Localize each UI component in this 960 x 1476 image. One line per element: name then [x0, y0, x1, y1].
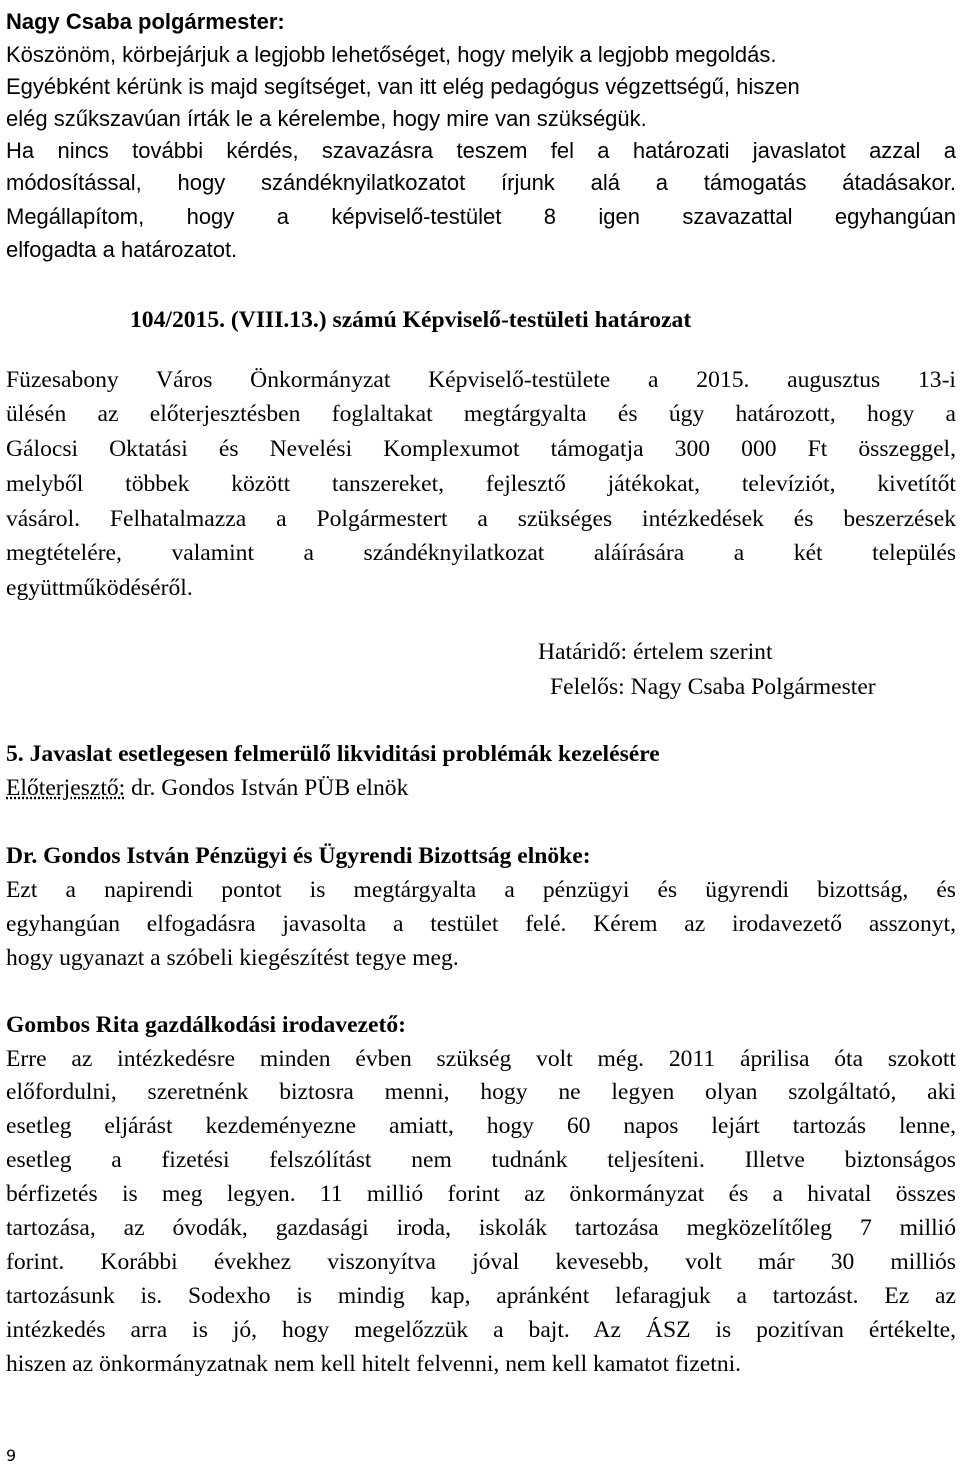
- resolution-line: vásárol. Felhatalmazza a Polgármestert a szükséges intézkedések és beszerzések: [6, 506, 956, 532]
- responsible: Felelős: Nagy Csaba Polgármester: [550, 674, 876, 700]
- presenter-line: [6, 771, 956, 805]
- page-number: 9: [6, 1446, 17, 1465]
- paragraph-line: esetleg eljárást kezdeményezne amiatt, hogy 60 napos lejárt tartozás lenne,: [6, 1113, 956, 1139]
- paragraph-line: hogy ugyanazt a szóbeli kiegészítést tegye meg.: [6, 945, 459, 971]
- presenter-label: Előterjesztő:: [6, 775, 126, 801]
- resolution-line: melyből többek között tanszereket, fejlesztő játékokat, televíziót, kivetítőt: [6, 471, 956, 497]
- paragraph-line: forint. Korábbi évekhez viszonyítva jóval kevesebb, volt már 30 milliós: [6, 1249, 956, 1275]
- paragraph-line: Erre az intézkedésre minden évben szükség volt még. 2011 áprilisa óta szokott: [6, 1046, 956, 1072]
- speaker-name: Dr. Gondos István Pénzügyi és Ügyrendi Bizottság elnöke:: [6, 843, 591, 869]
- deadline: Határidő: értelem szerint: [538, 639, 773, 665]
- paragraph-line: előfordulni, szeretnénk biztosra menni, hogy ne legyen olyan szolgáltató, aki: [6, 1079, 956, 1105]
- paragraph-line: bérfizetés is meg legyen. 11 millió forint az önkormányzat és a hivatal összes: [6, 1181, 956, 1207]
- resolution-title: 104/2015. (VIII.13.) számú Képviselő-testületi határozat: [130, 307, 692, 333]
- paragraph-line: hiszen az önkormányzatnak nem kell hitelt felvenni, nem kell kamatot fizetni.: [6, 1351, 742, 1377]
- paragraph-line: Megállapítom, hogy a képviselő-testület 8 igen szavazattal egyhangúan: [6, 204, 956, 229]
- paragraph-line: Ha nincs további kérdés, szavazásra teszem fel a határozati javaslatot azzal a: [6, 138, 956, 163]
- resolution-line: megtételére, valamint a szándéknyilatkozat aláírására a két település: [6, 540, 956, 566]
- presenter-name: dr. Gondos István PÜB elnök: [125, 775, 409, 801]
- resolution-line: Gálocsi Oktatási és Nevelési Komplexumot támogatja 300 000 Ft összeggel,: [6, 436, 956, 462]
- paragraph-line: tartozásunk is. Sodexho is mindig kap, apránként lefaragjuk a tartozást. Ez az: [6, 1283, 956, 1309]
- paragraph-line: Ezt a napirendi pontot is megtárgyalta a pénzügyi és ügyrendi bizottság, és: [6, 877, 956, 903]
- paragraph-line: Köszönöm, körbejárjuk a legjobb lehetőséget, hogy melyik a legjobb megoldás.: [6, 42, 777, 67]
- paragraph-line: módosítással, hogy szándéknyilatkozatot írjunk alá a támogatás átadásakor.: [6, 170, 956, 195]
- paragraph-line: tartozása, az óvodák, gazdasági iroda, iskolák tartozása megközelítőleg 7 millió: [6, 1215, 956, 1241]
- paragraph-line: esetleg a fizetési felszólítást nem tudnánk teljesíteni. Illetve biztonságos: [6, 1147, 956, 1173]
- resolution-line: ülésén az előterjesztésben foglaltakat megtárgyalta és úgy határozott, hogy a: [6, 401, 956, 427]
- paragraph-line: intézkedés arra is jó, hogy megelőzzük a bajt. Az ÁSZ is pozitívan értékelte,: [6, 1317, 956, 1343]
- paragraph-line: egyhangúan elfogadásra javasolta a testület felé. Kérem az irodavezető asszonyt,: [6, 911, 956, 937]
- speaker-name: Gombos Rita gazdálkodási irodavezető:: [6, 1012, 406, 1038]
- speaker-name: Nagy Csaba polgármester:: [6, 9, 285, 34]
- paragraph-line: Egyébként kérünk is majd segítséget, van itt elég pedagógus végzettségű, hiszen: [6, 74, 800, 99]
- resolution-line: együttműködéséről.: [6, 575, 193, 601]
- paragraph-line: elég szűkszavúan írták le a kérelembe, hogy mire van szükségük.: [6, 106, 647, 131]
- agenda-item-title: 5. Javaslat esetlegesen felmerülő likviditási problémák kezelésére: [6, 741, 660, 767]
- paragraph-line: elfogadta a határozatot.: [6, 237, 238, 262]
- resolution-line: Füzesabony Város Önkormányzat Képviselő-testülete a 2015. augusztus 13-i: [6, 367, 956, 393]
